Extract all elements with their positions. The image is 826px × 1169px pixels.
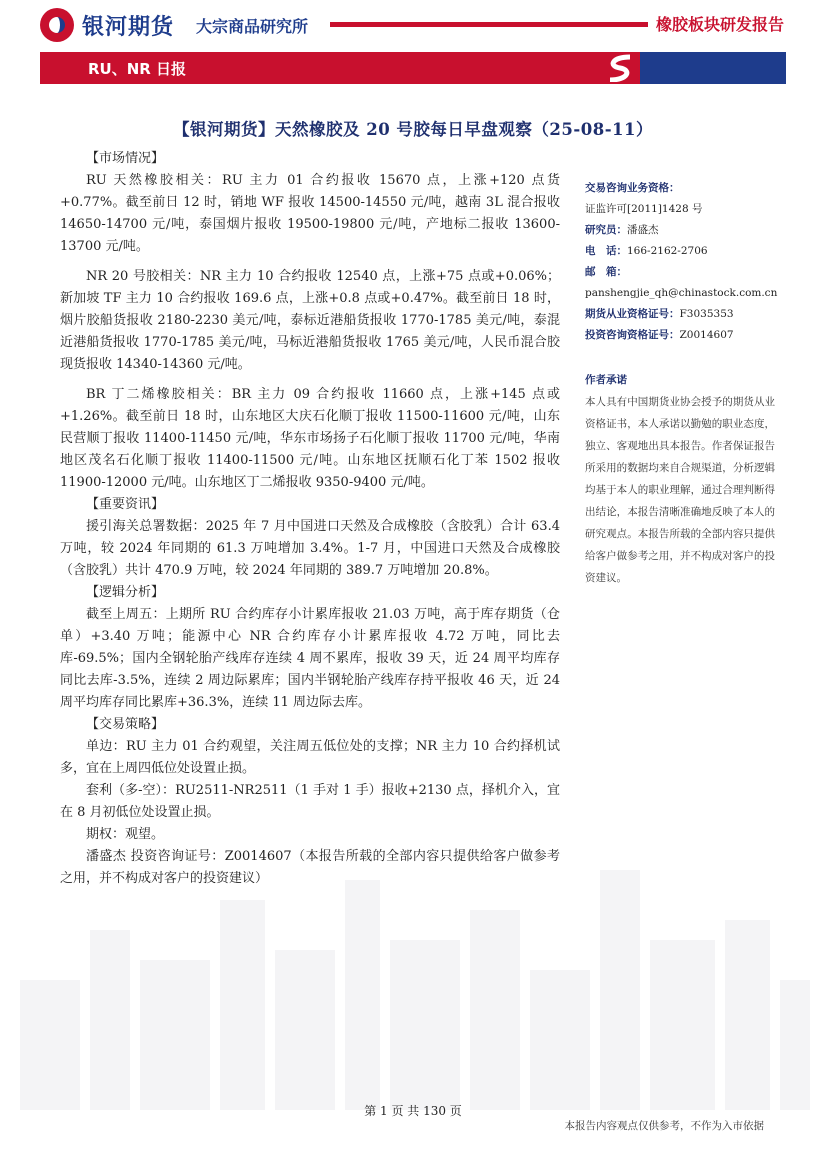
futures-cert-label: 期货从业资格证号： [585,308,680,320]
section-heading-strategy: 【交易策略】 [86,717,165,732]
paragraph-single: 单边：RU 主力 01 合约观望，关注周五低位处的支撑；NR 主力 10 合约择机试多，宜在上周四低位处设置止损。 [60,739,560,776]
paragraph-option: 期权：观望。 [86,827,165,842]
commitment-text: 本人具有中国期货业协会授予的期货从业资格证书，本人承诺以勤勉的职业态度，独立、客观地出具本报告。作者保证报告所采用的数据均来自合规渠道，分析逻辑均基于本人的职业理解，通过合理判断得出结论，本报告清晰准确地反映了本人的研究观点。本报告所载的全部内容只提供给客户做参考之用，并不构成对客户的投资建议。 [585,396,775,584]
paragraph-ru: RU 天然橡胶相关：RU 主力 01 合约报收 15670 点，上涨+120 点货+0.77%。截至前日 12 时，销地 WF 报收 14500-14550 元/吨，越南 3L 混合报收 14650-14700 元/吨，泰国烟片报收 19500-19800 元/吨，产地标二报收 13600-13700 元/吨。 [60,173,560,254]
analyst-name: 潘盛杰 [627,224,659,236]
band-blue-block [640,52,786,84]
header-divider [330,22,648,27]
paragraph-author: 潘盛杰 投资咨询证号：Z0014607（本报告所载的全部内容只提供给客户做参考之用，并不构成对客户的投资建议） [60,849,560,886]
city-skyline-watermark [10,840,816,1110]
paragraph-logic: 截至上周五：上期所 RU 合约库存小计累库报收 21.03 万吨，高于库存期货（仓单）+3.40 万吨；能源中心 NR 合约库存小计累库报收 4.72 万吨，同比去库-69.5%；国内全钢轮胎产线库存连续 4 周不累库，报收 39 天，近 24 周平均库存同比去库-3.5%，连续 2 周边际累库；国内半钢轮胎产线库存持平报收 46 天，近 24 周平均库存同比累库+36.3%，连续 11 周边际去库。 [60,607,560,710]
galaxy-logo-icon [40,8,74,42]
page-number: 第 1 页 共 130 页 [364,1104,462,1118]
paragraph-news: 援引海关总署数据：2025 年 7 月中国进口天然及合成橡胶（含胶乳）合计 63.4 万吨，较 2024 年同期的 61.3 万吨增加 3.4%。1-7 月，中国进口天然及合成橡胶（含胶乳）共计 470.9 万吨，较 2024 年同期的 389.7 万吨增加 20.8%。 [60,519,560,578]
paragraph-br: BR 丁二烯橡胶相关：BR 主力 09 合约报收 11660 点，上涨+145 点或+1.26%。截至前日 18 时，山东地区大庆石化顺丁报收 11500-11600 元/吨，山东民营顺丁报收 11400-11450 元/吨，华东市场扬子石化顺丁报收 11700 元/吨，华南地区茂名石化顺丁报收 11400-11500 元/吨。山东地区抚顺石化丁苯 1502 报收 11900-12000 元/吨。山东地区丁二烯报收 9350-9400 元/吨。 [60,387,560,490]
disclaimer-note: 本报告内容观点仅供参考，不作为入市依据 [564,1120,764,1132]
main-content [60,148,560,890]
qualification-value: 证监许可[2011]1428 号 [585,203,703,215]
phone-number: 166-2162-2706 [627,245,708,257]
invest-cert-number: Z0014607 [679,329,734,341]
brand-name: 银河期货 [82,15,175,40]
paragraph-nr: NR 20 号胶相关：NR 主力 10 合约报收 12540 点，上涨+75 点或+0.06%；新加坡 TF 主力 10 合约报收 169.6 点，上涨+0.8 点或+0.47%。截至前日 18 时，烟片胶船货报收 2180-2230 美元/吨，泰标近港船货报收 1770-1785 美元/吨，泰混近港船货报收 1770-1785 美元/吨，马标近港船货报收 1765 美元/吨，人民币混合胶现货报收 14340-14360 元/吨。 [60,269,560,372]
phone-label: 电 话： [585,245,627,257]
section-heading-logic: 【逻辑分析】 [86,585,165,600]
futures-cert-number: F3035353 [679,308,734,320]
report-title: 【银河期货】天然橡胶及 20 号胶每日早盘观察（25-08-11） [172,120,654,139]
section-heading-news: 【重要资讯】 [86,497,165,512]
institute-name: 大宗商品研究所 [196,17,309,36]
sidebar [585,178,778,589]
band-title: RU、NR 日报 [88,60,187,78]
report-type: 橡胶板块研发报告 [655,15,784,34]
paragraph-arbitrage: 套利（多-空）：RU2511-NR2511（1 手对 1 手）报收+2130 点，择机介入，宜在 8 月初低位处设置止损。 [60,783,560,820]
section-band [40,52,786,84]
page-header [0,0,826,50]
section-heading-market: 【市场情况】 [86,151,165,166]
analyst-label: 研究员： [585,224,627,236]
invest-cert-label: 投资咨询资格证号： [585,329,680,341]
email-address: panshengjie_qh@chinastock.com.cn [585,287,778,299]
commitment-title: 作者承诺 [585,374,627,386]
qualification-label: 交易咨询业务资格： [585,182,680,194]
email-label: 邮 箱： [585,266,627,278]
swoosh-icon [600,54,640,82]
